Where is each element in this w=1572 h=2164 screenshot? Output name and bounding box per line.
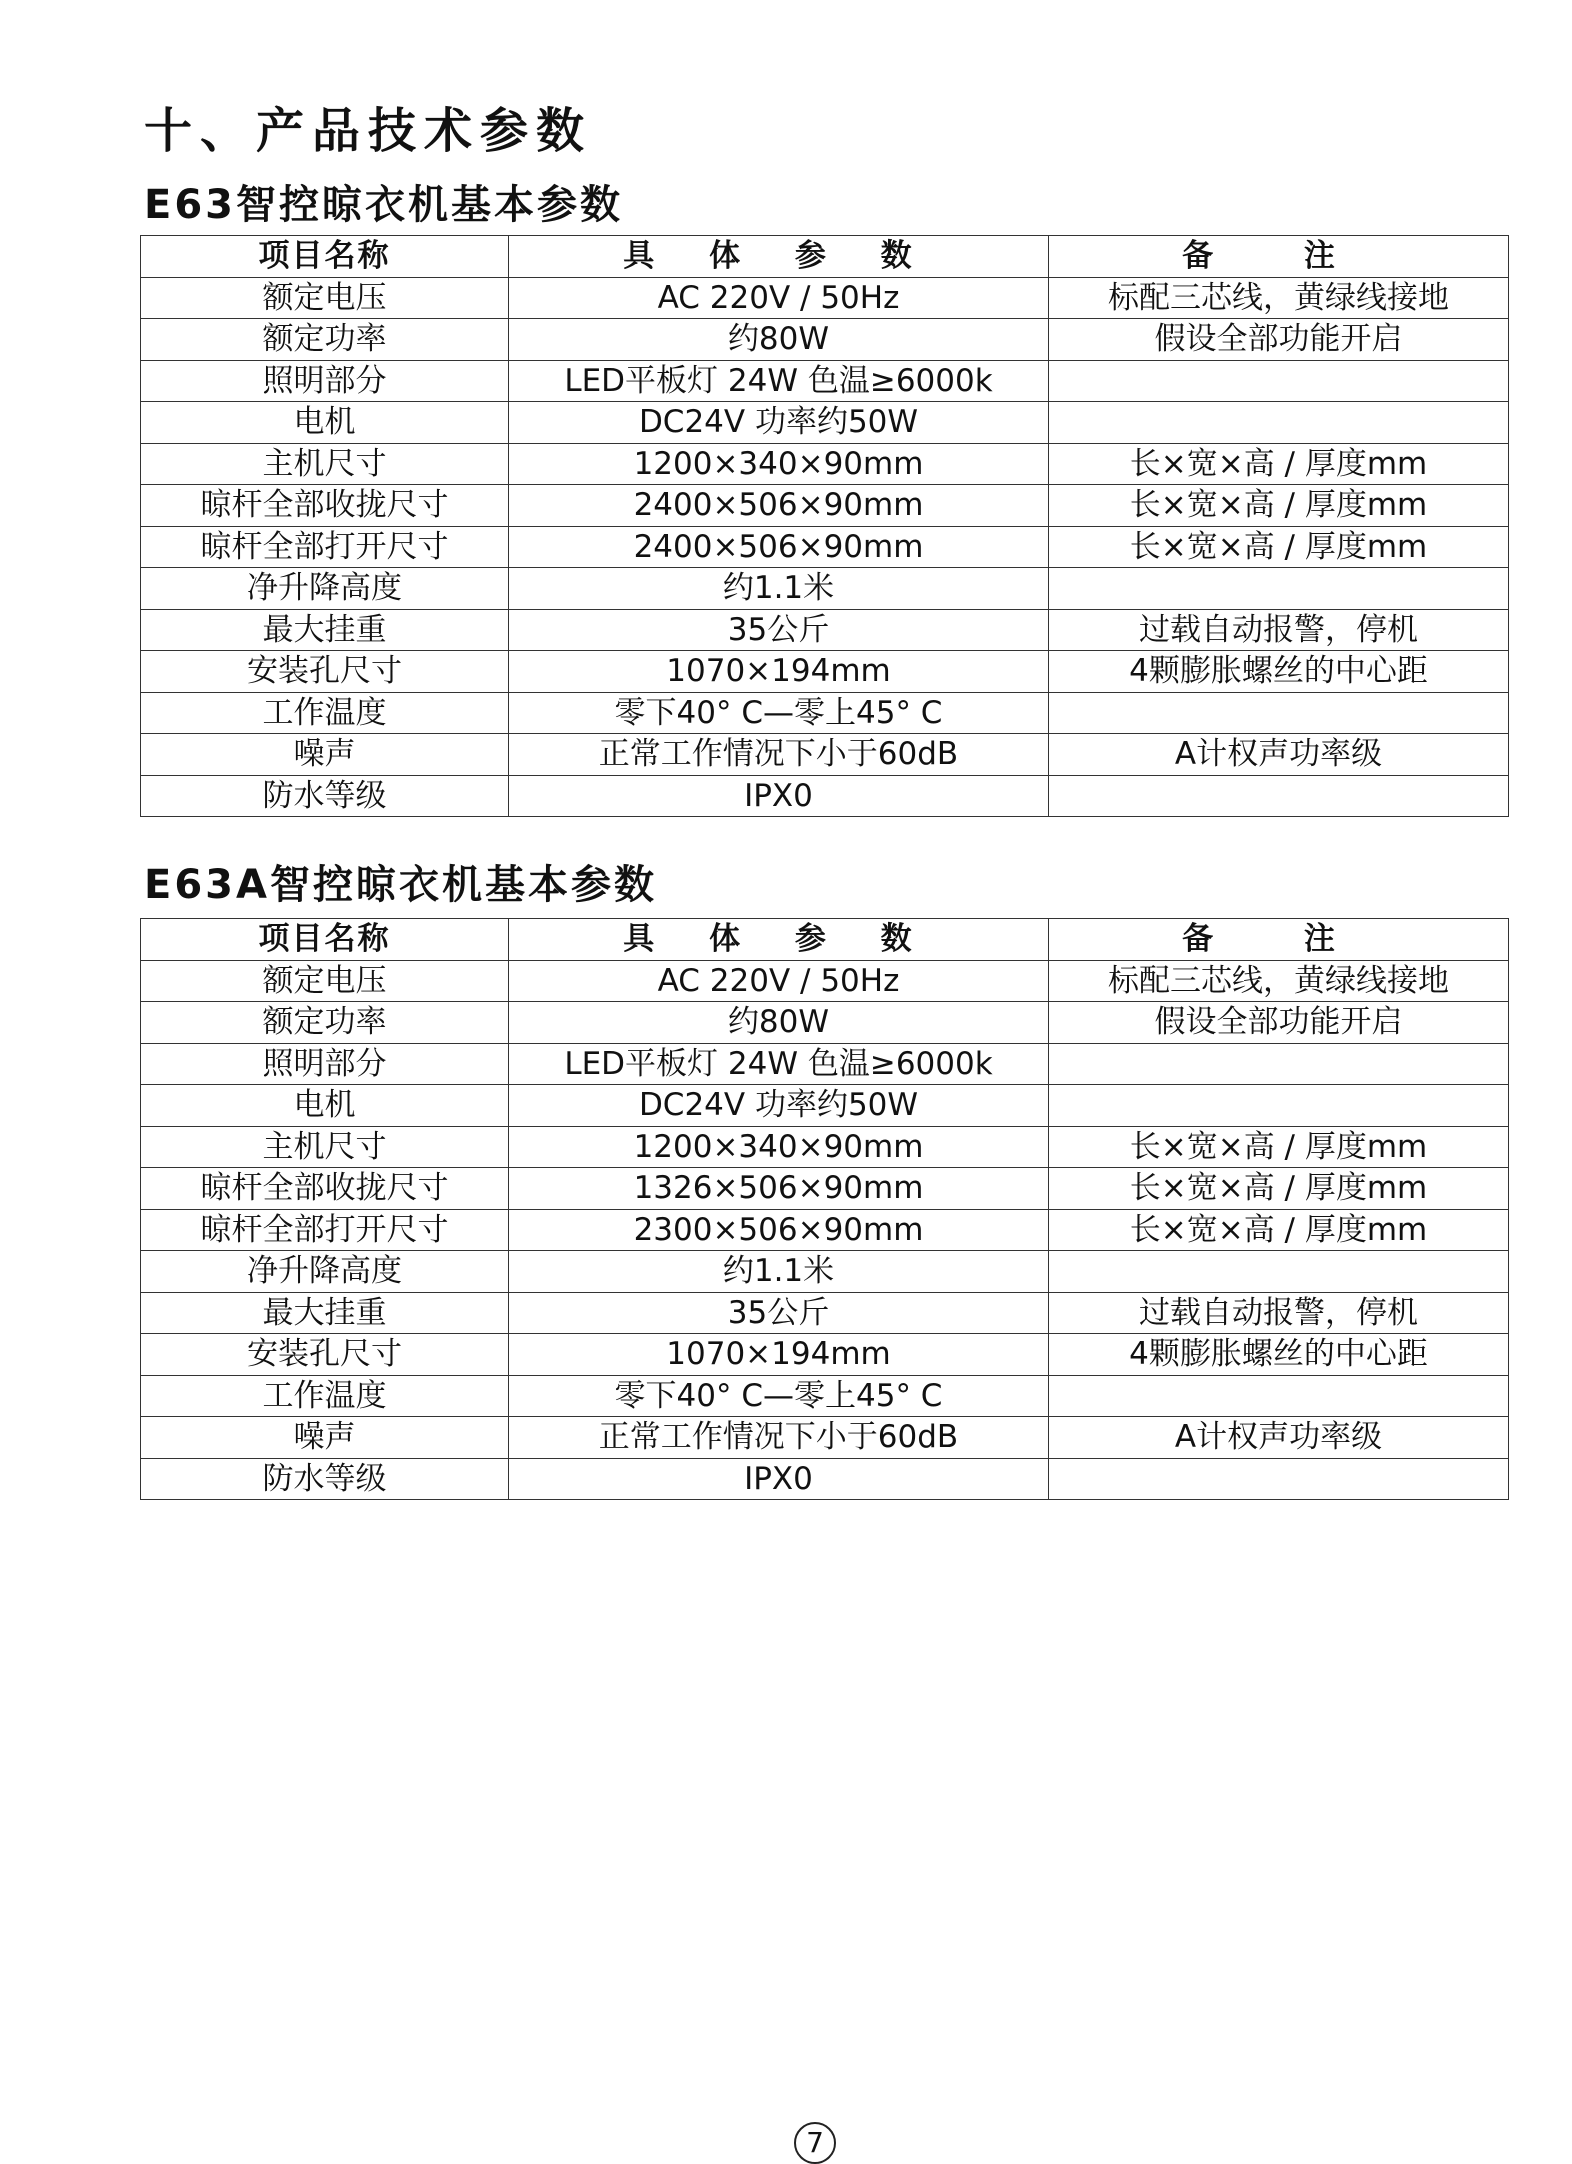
table-row	[141, 651, 1509, 693]
remark-cell: 假设全部功能开启	[1049, 319, 1509, 361]
spec-value-cell: 零下40° C—零上45° C	[509, 1375, 1049, 1417]
spec-table-e63a	[140, 918, 1509, 1500]
spec-value-cell: 35公斤	[509, 609, 1049, 651]
spec-value-cell: 约1.1米	[509, 1251, 1049, 1293]
table-row	[141, 1417, 1509, 1459]
spec-value-cell: AC 220V / 50Hz	[509, 277, 1049, 319]
remark-cell: 长×宽×高 / 厚度mm	[1049, 1209, 1509, 1251]
remark-cell	[1049, 692, 1509, 734]
spec-value-cell: 1200×340×90mm	[509, 1126, 1049, 1168]
table-row	[141, 1292, 1509, 1334]
remark-cell	[1049, 1458, 1509, 1500]
spec-value-cell: 约80W	[509, 1002, 1049, 1044]
table-row	[141, 1251, 1509, 1293]
item-name-cell: 防水等级	[141, 775, 509, 817]
table-row	[141, 526, 1509, 568]
remark-cell: 长×宽×高 / 厚度mm	[1049, 1126, 1509, 1168]
item-name-cell: 晾杆全部收拢尺寸	[141, 485, 509, 527]
header-item-name: 项目名称	[141, 919, 509, 961]
table-row	[141, 402, 1509, 444]
spec-value-cell: 1070×194mm	[509, 1334, 1049, 1376]
remark-cell	[1049, 1043, 1509, 1085]
table-row	[141, 1043, 1509, 1085]
item-name-cell: 安装孔尺寸	[141, 1334, 509, 1376]
spec-value-cell: AC 220V / 50Hz	[509, 960, 1049, 1002]
spec-value-cell: 2300×506×90mm	[509, 1209, 1049, 1251]
table-row	[141, 360, 1509, 402]
spec-value-cell: LED平板灯 24W 色温≥6000k	[509, 1043, 1049, 1085]
table-row	[141, 1458, 1509, 1500]
table-row	[141, 277, 1509, 319]
item-name-cell: 防水等级	[141, 1458, 509, 1500]
item-name-cell: 最大挂重	[141, 609, 509, 651]
remark-cell	[1049, 360, 1509, 402]
table-row	[141, 1209, 1509, 1251]
remark-cell: 4颗膨胀螺丝的中心距	[1049, 651, 1509, 693]
spec-value-cell: 1200×340×90mm	[509, 443, 1049, 485]
section-title: 十、产品技术参数	[144, 103, 593, 159]
spec-value-cell: 2400×506×90mm	[509, 485, 1049, 527]
table-row	[141, 1334, 1509, 1376]
spec-value-cell: IPX0	[509, 775, 1049, 817]
remark-cell	[1049, 1251, 1509, 1293]
header-spec: 具 体 参 数	[509, 236, 1049, 278]
table-row	[141, 734, 1509, 776]
item-name-cell: 安装孔尺寸	[141, 651, 509, 693]
spec-value-cell: 正常工作情况下小于60dB	[509, 734, 1049, 776]
spec-value-cell: LED平板灯 24W 色温≥6000k	[509, 360, 1049, 402]
remark-cell: 长×宽×高 / 厚度mm	[1049, 485, 1509, 527]
remark-cell: 长×宽×高 / 厚度mm	[1049, 443, 1509, 485]
item-name-cell: 净升降高度	[141, 1251, 509, 1293]
table-body	[141, 960, 1509, 1500]
table-header-row	[141, 236, 1509, 278]
table-title-e63a: E63A智控晾衣机基本参数	[144, 862, 657, 908]
page-number: 7	[794, 2122, 836, 2164]
item-name-cell: 电机	[141, 402, 509, 444]
table-row	[141, 1085, 1509, 1127]
spec-value-cell: 2400×506×90mm	[509, 526, 1049, 568]
remark-cell: A计权声功率级	[1049, 734, 1509, 776]
remark-cell: 长×宽×高 / 厚度mm	[1049, 526, 1509, 568]
spec-value-cell: DC24V 功率约50W	[509, 402, 1049, 444]
item-name-cell: 额定功率	[141, 319, 509, 361]
item-name-cell: 额定电压	[141, 960, 509, 1002]
remark-cell: 假设全部功能开启	[1049, 1002, 1509, 1044]
remark-cell: 过载自动报警，停机	[1049, 1292, 1509, 1334]
spec-value-cell: 1070×194mm	[509, 651, 1049, 693]
spec-value-cell: 零下40° C—零上45° C	[509, 692, 1049, 734]
table-row	[141, 609, 1509, 651]
remark-cell: 过载自动报警，停机	[1049, 609, 1509, 651]
remark-cell: 4颗膨胀螺丝的中心距	[1049, 1334, 1509, 1376]
item-name-cell: 额定功率	[141, 1002, 509, 1044]
item-name-cell: 净升降高度	[141, 568, 509, 610]
table-body	[141, 277, 1509, 817]
table-row	[141, 775, 1509, 817]
remark-cell	[1049, 775, 1509, 817]
header-item-name: 项目名称	[141, 236, 509, 278]
header-remark: 备 注	[1049, 236, 1509, 278]
item-name-cell: 工作温度	[141, 692, 509, 734]
table-row	[141, 1002, 1509, 1044]
table-row	[141, 568, 1509, 610]
remark-cell: 标配三芯线，黄绿线接地	[1049, 960, 1509, 1002]
item-name-cell: 噪声	[141, 734, 509, 776]
item-name-cell: 工作温度	[141, 1375, 509, 1417]
spec-value-cell: 约1.1米	[509, 568, 1049, 610]
spec-value-cell: 约80W	[509, 319, 1049, 361]
table-row	[141, 1375, 1509, 1417]
item-name-cell: 照明部分	[141, 1043, 509, 1085]
item-name-cell: 最大挂重	[141, 1292, 509, 1334]
spec-value-cell: DC24V 功率约50W	[509, 1085, 1049, 1127]
table-row	[141, 1126, 1509, 1168]
header-remark: 备 注	[1049, 919, 1509, 961]
item-name-cell: 晾杆全部打开尺寸	[141, 526, 509, 568]
spec-value-cell: 35公斤	[509, 1292, 1049, 1334]
table-row	[141, 443, 1509, 485]
remark-cell: 长×宽×高 / 厚度mm	[1049, 1168, 1509, 1210]
item-name-cell: 晾杆全部收拢尺寸	[141, 1168, 509, 1210]
table-row	[141, 692, 1509, 734]
remark-cell: 标配三芯线，黄绿线接地	[1049, 277, 1509, 319]
remark-cell: A计权声功率级	[1049, 1417, 1509, 1459]
header-spec: 具 体 参 数	[509, 919, 1049, 961]
remark-cell	[1049, 402, 1509, 444]
table-row	[141, 1168, 1509, 1210]
remark-cell	[1049, 1085, 1509, 1127]
remark-cell	[1049, 568, 1509, 610]
item-name-cell: 主机尺寸	[141, 443, 509, 485]
table-title-e63: E63智控晾衣机基本参数	[144, 182, 623, 228]
table-row	[141, 485, 1509, 527]
item-name-cell: 额定电压	[141, 277, 509, 319]
item-name-cell: 晾杆全部打开尺寸	[141, 1209, 509, 1251]
spec-value-cell: 正常工作情况下小于60dB	[509, 1417, 1049, 1459]
table-row	[141, 960, 1509, 1002]
table-row	[141, 319, 1509, 361]
item-name-cell: 照明部分	[141, 360, 509, 402]
remark-cell	[1049, 1375, 1509, 1417]
item-name-cell: 电机	[141, 1085, 509, 1127]
item-name-cell: 噪声	[141, 1417, 509, 1459]
spec-table-e63	[140, 235, 1509, 817]
spec-value-cell: IPX0	[509, 1458, 1049, 1500]
table-header-row	[141, 919, 1509, 961]
item-name-cell: 主机尺寸	[141, 1126, 509, 1168]
spec-value-cell: 1326×506×90mm	[509, 1168, 1049, 1210]
